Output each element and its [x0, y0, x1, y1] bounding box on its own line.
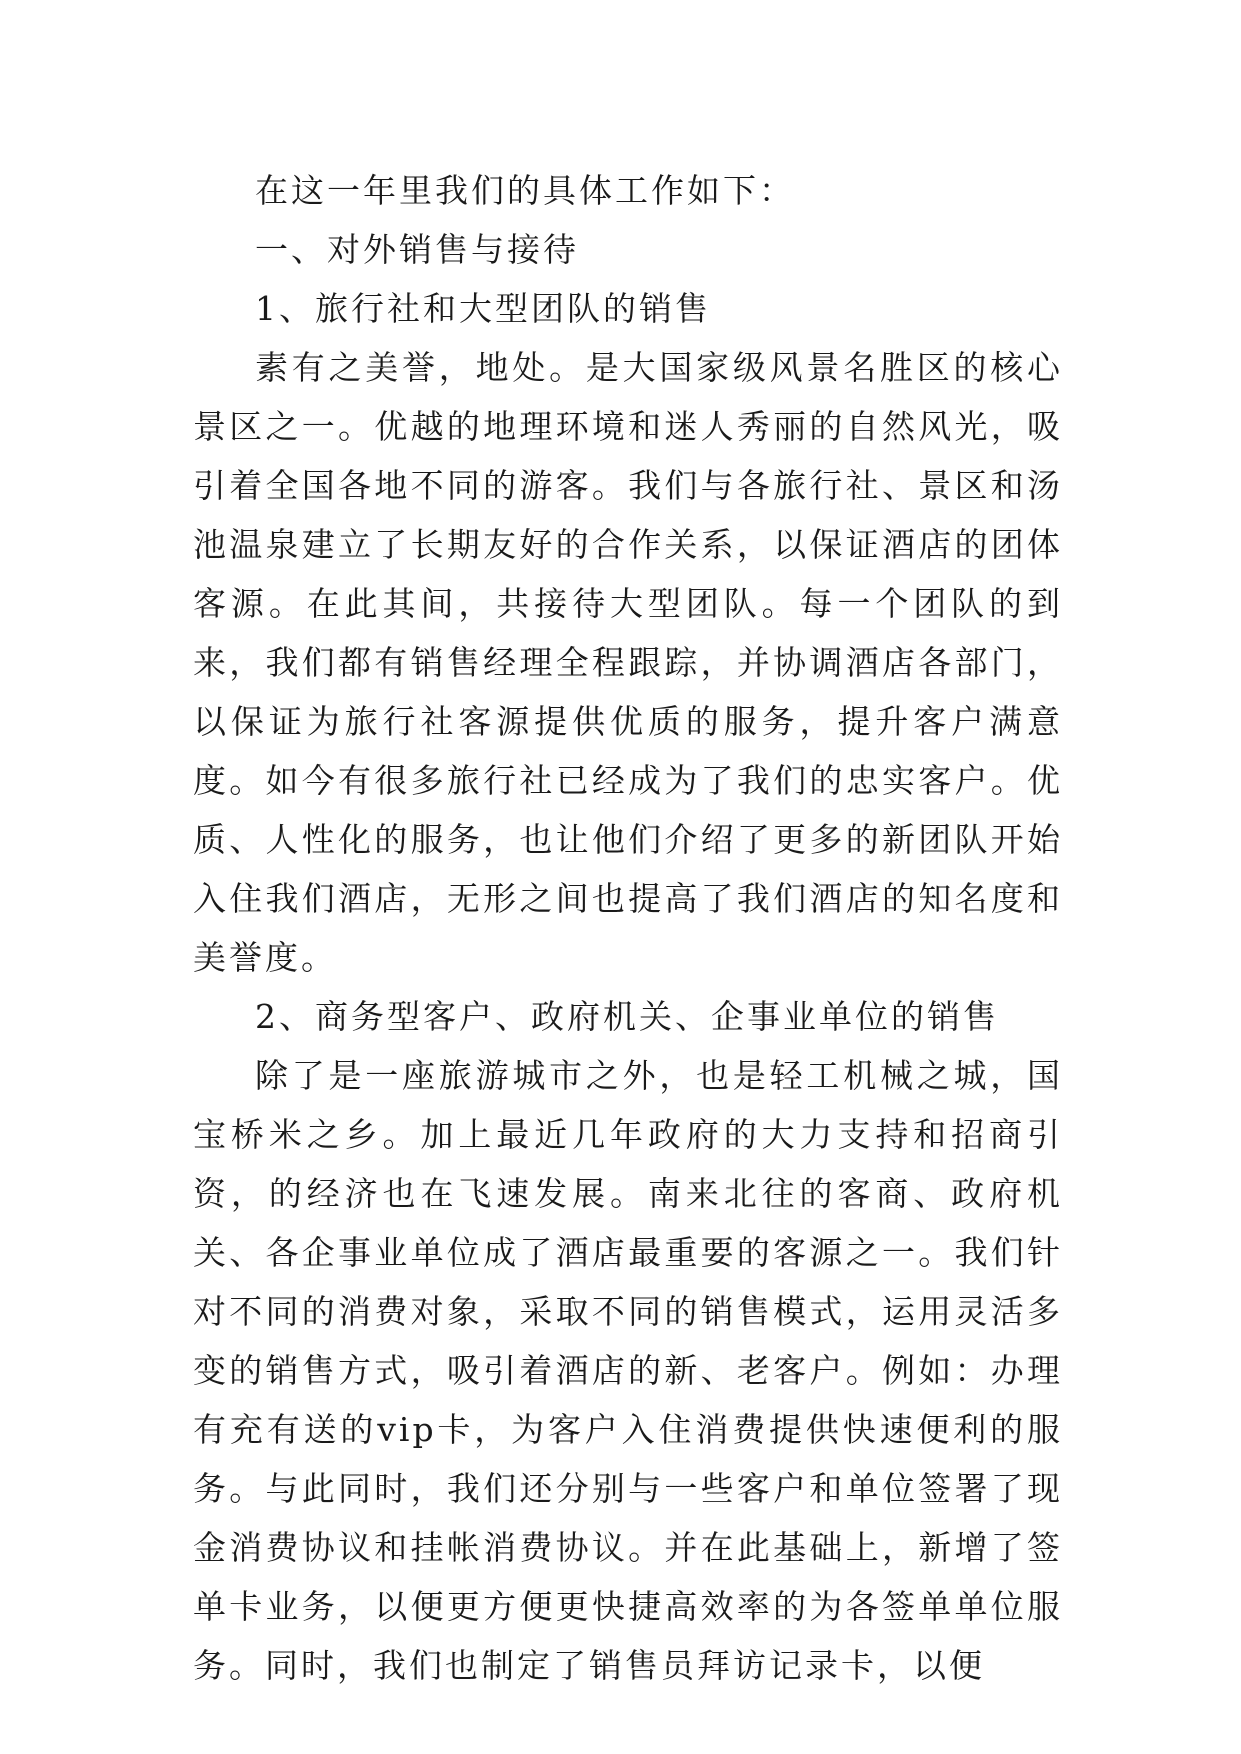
- paragraph-intro: 在这一年里我们的具体工作如下：: [255, 171, 795, 210]
- paragraph-business-clients: 除了是一座旅游城市之外，也是轻工机械之城，国宝桥米之乡。加上最近几年政府的大力支持和招商引资，的经济也在飞速发展。南来北往的客商、政府机关、各企事业单位成了酒店最重要的客源之一。我们针对不同的消费对象，采取不同的销售模式，运用灵活多变的销售方式，吸引着酒店的新、老客户。例如：办理有充有送的vip卡，为客户入住消费提供快速便利的服务。与此同时，我们还分别与一些客户和单位签署了现金消费协议和挂帐消费协议。并在此基础上，新增了签单卡业务，以便更方便更快捷高效率的为各签单单位服务。同时，我们也制定了销售员拜访记录卡，以便: [193, 1056, 1063, 1685]
- document-body: [193, 161, 1063, 1695]
- subheading-business-client-sales: 2、商务型客户、政府机关、企事业单位的销售: [255, 997, 999, 1036]
- section-heading-sales-reception: 一、对外销售与接待: [255, 230, 579, 269]
- paragraph-travel-agency: 素有之美誉，地处。是大国家级风景名胜区的核心景区之一。优越的地理环境和迷人秀丽的自然风光，吸引着全国各地不同的游客。我们与各旅行社、景区和汤池温泉建立了长期友好的合作关系，以保证酒店的团体客源。在此其间，共接待大型团队。每一个团队的到来，我们都有销售经理全程跟踪，并协调酒店各部门，以保证为旅行社客源提供优质的服务，提升客户满意度。如今有很多旅行社已经成为了我们的忠实客户。优质、人性化的服务，也让他们介绍了更多的新团队开始入住我们酒店，无形之间也提高了我们酒店的知名度和美誉度。: [193, 348, 1063, 977]
- subheading-travel-agency-sales: 1、旅行社和大型团队的销售: [255, 289, 711, 328]
